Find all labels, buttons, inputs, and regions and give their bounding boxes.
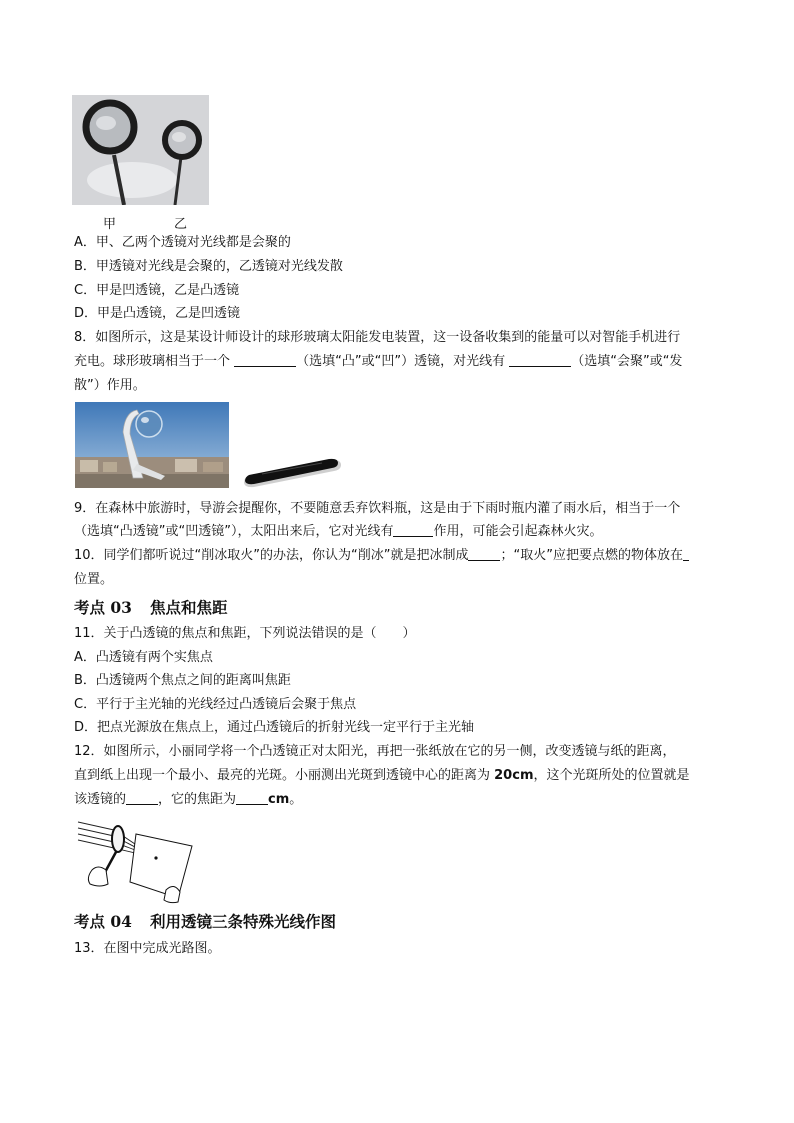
q12-blank-1[interactable] <box>126 792 158 805</box>
lens-focusing-drawing <box>74 812 198 904</box>
q9-text-a: （选填“凸透镜”或“凹透镜”），太阳出来后，它对光线有 <box>74 524 394 539</box>
q7-option-d: D．甲是凸透镜，乙是凹透镜 <box>74 306 241 321</box>
q8-blank-2[interactable] <box>509 354 571 367</box>
figure-label-yi: 乙 <box>174 217 188 232</box>
q9-stem-line1: 9．在森林中旅游时，导游会提醒你，不要随意丢弃饮料瓶，这是由于下雨时瓶内灌了雨水后，相当于一个 <box>74 501 681 516</box>
solar-globe-photo <box>75 402 229 488</box>
q10-blank-2[interactable] <box>683 548 689 561</box>
q12-distance: 20cm <box>494 768 534 783</box>
q8-text-a: 充电。球形玻璃相当于一个 <box>74 354 235 369</box>
q12-text-a: 直到纸上出现一个最小、最亮的光斑。小丽测出光斑到透镜中心的距离为 <box>74 768 495 783</box>
q8-text-c: （选填“会聚”或“发 <box>571 354 683 369</box>
q10-stem-line1 <box>74 548 689 564</box>
section-04-label: 考点 04 <box>74 912 132 931</box>
q8-blank-1[interactable] <box>234 354 296 367</box>
q11-option-c: C．平行于主光轴的光线经过凸透镜后会聚于焦点 <box>74 697 357 712</box>
q9-stem-line2 <box>74 524 602 540</box>
q9-text-b: 作用，可能会引起森林火灾。 <box>433 524 603 539</box>
q8-text-b: （选填“凸”或“凹”）透镜，对光线有 <box>296 354 510 369</box>
q12-text-f: 。 <box>289 792 303 807</box>
q11-option-d: D．把点光源放在焦点上，通过凸透镜后的折射光线一定平行于主光轴 <box>74 720 475 735</box>
q11-stem: 11．关于凸透镜的焦点和焦距，下列说法错误的是（ ） <box>74 626 416 641</box>
q12-text-e: ，它的焦距为 <box>158 792 237 807</box>
q10-blank-1[interactable] <box>468 548 500 561</box>
figure-label-jia: 甲 <box>103 217 117 232</box>
q7-option-c: C．甲是凹透镜，乙是凸透镜 <box>74 283 240 298</box>
section-04-title: 利用透镜三条特殊光线作图 <box>149 912 336 931</box>
q8-stem-line1: 8．如图所示，这是某设计师设计的球形玻璃太阳能发电装置，这一设备收集到的能量可以对智能手机进行 <box>74 330 681 345</box>
solar-globe-drawing <box>75 402 229 488</box>
q12-text-d: 该透镜的 <box>74 792 127 807</box>
section-03-heading <box>74 596 227 618</box>
smartphone-drawing <box>242 456 344 490</box>
q10-stem-line2: 位置。 <box>74 572 114 587</box>
q13-stem: 13．在图中完成光路图。 <box>74 941 221 956</box>
section-03-title: 焦点和焦距 <box>149 598 228 617</box>
q8-stem-line3: 散”）作用。 <box>74 378 146 393</box>
lens-photo-drawing <box>72 95 209 205</box>
q10-text-a: 10．同学们都听说过“削冰取火”的办法，你认为“削冰”就是把冰制成 <box>74 548 469 563</box>
smartphone-photo <box>242 456 344 490</box>
lens-photo <box>72 95 209 205</box>
q9-blank[interactable] <box>393 524 433 537</box>
lens-focusing-figure <box>74 812 198 904</box>
q11-option-b: B．凸透镜两个焦点之间的距离叫焦距 <box>74 673 291 688</box>
q7-option-a: A．甲、乙两个透镜对光线都是会聚的 <box>74 235 291 250</box>
q12-blank-2[interactable] <box>236 792 268 805</box>
q12-unit: cm <box>268 792 290 807</box>
q12-stem-line3 <box>74 792 302 808</box>
section-03-label: 考点 03 <box>74 598 132 617</box>
q12-stem-line2 <box>74 768 690 784</box>
q12-stem-line1: 12．如图所示，小丽同学将一个凸透镜正对太阳光，再把一张纸放在它的另一侧，改变透镜与纸的距离， <box>74 744 676 759</box>
q12-text-c: ，这个光斑所处的位置就是 <box>533 768 690 783</box>
q7-option-b: B．甲透镜对光线是会聚的，乙透镜对光线发散 <box>74 259 343 274</box>
q11-option-a: A．凸透镜有两个实焦点 <box>74 650 213 665</box>
q10-text-b: ；“取火”应把要点燃的物体放在 <box>500 548 683 563</box>
q8-stem-line2 <box>74 354 682 370</box>
section-04-heading <box>74 910 336 932</box>
